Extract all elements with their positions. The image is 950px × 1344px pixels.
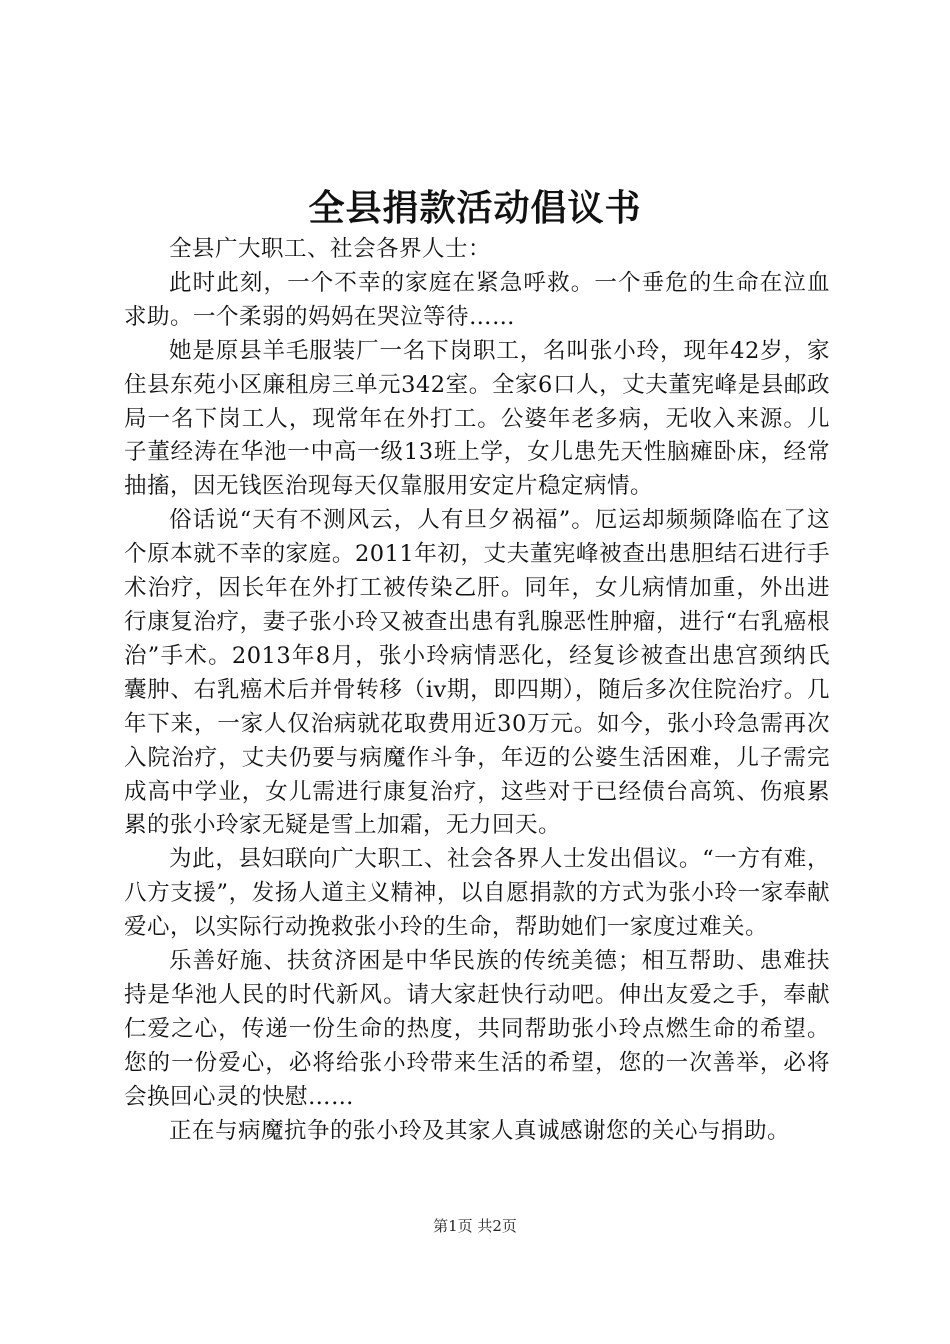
paragraph-illness: 俗话说“天有不测风云，人有旦夕祸福”。厄运却频频降临在了这个原本就不幸的家庭。2011年初，丈夫董宪峰被查出患胆结石进行手术治疗，因长年在外打工被传染乙肝。同年，女儿病情加重，外出进行康复治疗，妻子张小玲又被查出患有乳腺恶性肿瘤，进行“右乳癌根治”手术。2013年8月，张小玲病情恶化，经复诊被查出患宫颈纳氏囊肿、右乳癌术后并骨转移（iv期，即四期），随后多次住院治疗。几年下来，一家人仅治病就花取费用近30万元。如今，张小玲急需再次入院治疗，丈夫仍要与病魔作斗争，年迈的公婆生活困难，儿子需完成高中学业，女儿需进行康复治疗，这些对于已经债台高筑、伤痕累累的张小玲家无疑是雪上加霜，无力回天。 <box>124 507 830 839</box>
page-number-footer: 第1页 共2页 <box>433 1217 517 1235</box>
paragraph-background: 她是原县羊毛服装厂一名下岗职工，名叫张小玲，现年42岁，家住县东苑小区廉租房三单元342室。全家6口人，丈夫董宪峰是县邮政局一名下岗工人，现常年在外打工。公婆年老多病，无收入来源。儿子董经涛在华池一中高一级13班上学，女儿患先天性脑瘫卧床，经常抽搐，因无钱医治现每天仅靠服用安定片稳定病情。 <box>124 337 830 500</box>
paragraph-appeal: 为此，县妇联向广大职工、社会各界人士发出倡议。“一方有难，八方支援”，发扬人道主义精神，以自愿捐款的方式为张小玲一家奉献爱心，以实际行动挽救张小玲的生命，帮助她们一家度过难关。 <box>124 846 830 941</box>
salutation: 全县广大职工、社会各界人士： <box>169 236 492 262</box>
paragraph-call-to-action: 乐善好施、扶贫济困是中华民族的传统美德；相互帮助、患难扶持是华池人民的时代新风。请大家赶快行动吧。伸出友爱之手，奉献仁爱之心，传递一份生命的热度，共同帮助张小玲点燃生命的希望。您的一份爱心，必将给张小玲带来生活的希望，您的一次善举，必将会换回心灵的快慰…… <box>124 948 830 1110</box>
document-title: 全县捐款活动倡议书 <box>308 187 642 229</box>
document-body <box>124 233 830 1148</box>
paragraph-intro: 此时此刻，一个不幸的家庭在紧急呼救。一个垂危的生命在泣血求助。一个柔弱的妈妈在哭泣等待…… <box>124 269 830 330</box>
paragraph-thanks: 正在与病魔抗争的张小玲及其家人真诚感谢您的关心与捐助。 <box>169 1117 791 1144</box>
